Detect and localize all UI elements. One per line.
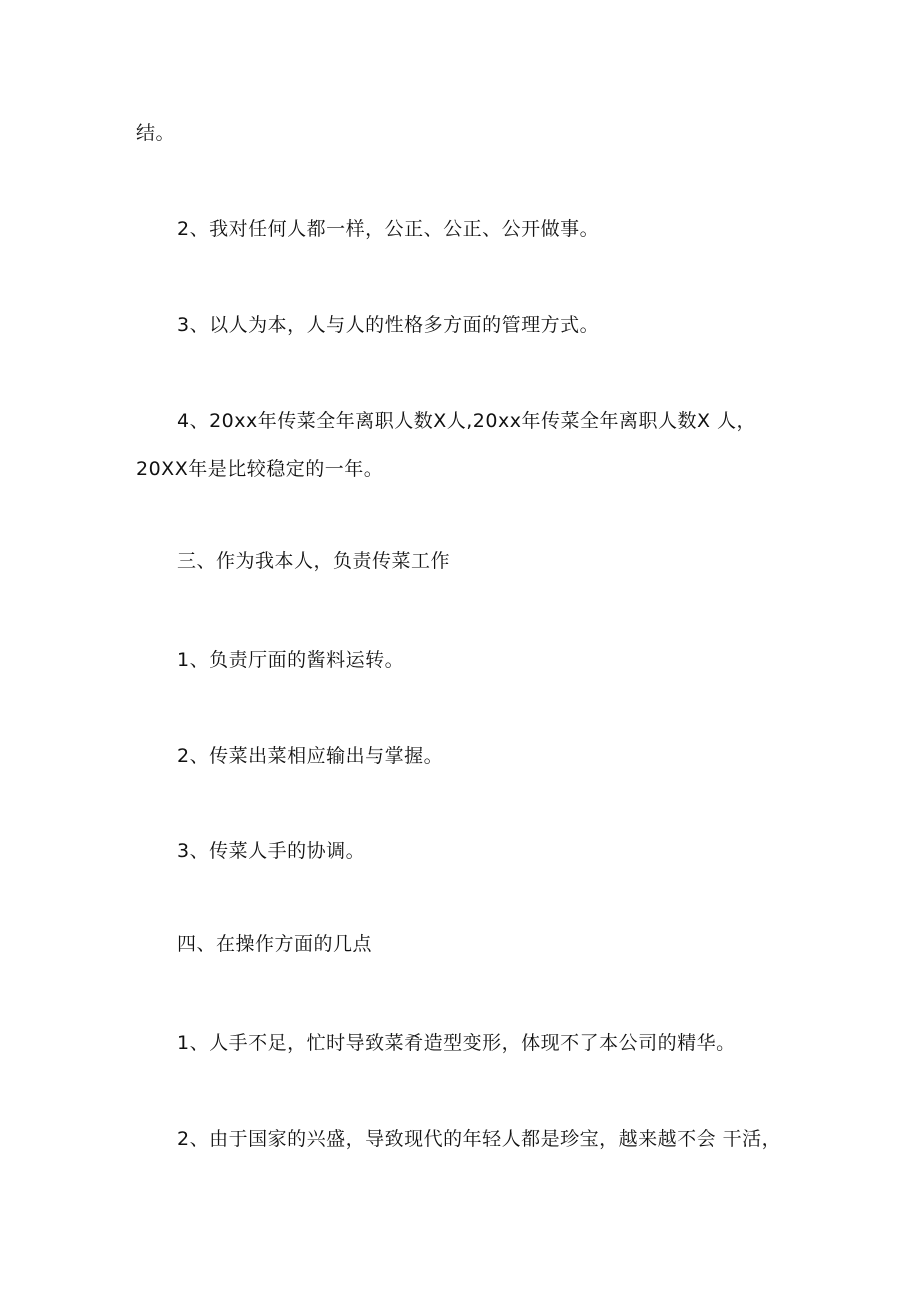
paragraph-line: 3、以人为本，人与人的性格多方面的管理方式。 (177, 314, 600, 336)
paragraph-line: 2、由于国家的兴盛，导致现代的年轻人都是珍宝，越来越不会 干活， (177, 1128, 782, 1150)
paragraph-line: 1、负责厅面的酱料运转。 (177, 649, 405, 671)
paragraph-line: 1、人手不足，忙时导致菜肴造型变形，体现不了本公司的精华。 (177, 1032, 736, 1054)
paragraph-line: 3、传菜人手的协调。 (177, 840, 366, 862)
paragraph-line: 结。 (136, 122, 176, 144)
paragraph-line: 2、我对任何人都一样，公正、公正、公开做事。 (177, 218, 600, 240)
section-heading: 四、在操作方面的几点 (177, 933, 373, 955)
paragraph-line: 20XX年是比较稳定的一年。 (136, 458, 384, 480)
section-heading: 三、作为我本人，负责传菜工作 (177, 550, 451, 572)
paragraph-line: 4、20xx年传菜全年离职人数X人,20xx年传菜全年离职人数X 人， (177, 410, 757, 432)
paragraph-line: 2、传菜出菜相应输出与掌握。 (177, 745, 444, 767)
